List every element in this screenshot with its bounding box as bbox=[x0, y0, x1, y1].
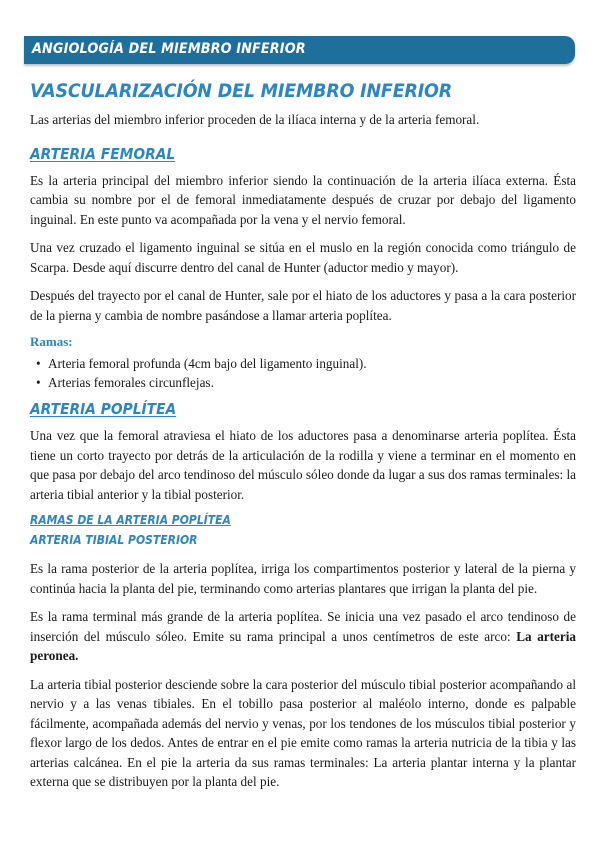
femoral-paragraph-1: Es la arteria principal del miembro inferior siendo la continuación de la arteria ilíaca externa. Ésta cambia su nombre por el de femoral inmediatamente después de cruzar por debajo del ligamento inguinal. En este punto va acompañada por la vena y el nervio femoral. bbox=[30, 172, 576, 227]
arteria-peronea-bold: La arteria peronea. bbox=[30, 628, 576, 663]
femoral-paragraph-3: Después del trayecto por el canal de Hunter, sale por el hiato de los aductores y pasa a la cara posterior de la pierna y cambia de nombre pasándose a llamar arteria poplítea. bbox=[30, 288, 576, 323]
tibial-paragraph-1: Es la rama posterior de la arteria poplítea, irriga los compartimentos posterior y lateral de la pierna y continúa hacia la planta del pie, terminando como arterias plantares que irrigan la planta del pie. bbox=[30, 561, 576, 596]
poplitea-ramas-title: RAMAS DE LA ARTERIA POPLÍTEA bbox=[30, 513, 231, 527]
poplitea-title: ARTERIA POPLÍTEA bbox=[30, 400, 177, 418]
tibial-paragraph-3: La arteria tibial posterior desciende sobre la cara posterior del músculo tibial posterior acompañando al nervio y a las venas tibiales. En el tobillo pasa posterior al maléolo interno, donde es palpable fácilmente, acompañada además del nervio y venas, por los tendones de los músculos tibial posterior y flexor largo de los dedos. Antes de entrar en el pie emite como ramas la arteria nutricia de la tibia y las arterias calcánea. En el pie la arteria da sus ramas terminales: La arteria plantar interna y la plantar externa que se distribuyen por la planta del pie. bbox=[30, 676, 576, 789]
femoral-ramas-list bbox=[30, 354, 576, 392]
list-item: • Arteria femoral profunda (4cm bajo del ligamento inguinal). bbox=[42, 354, 576, 373]
femoral-title: ARTERIA FEMORAL bbox=[30, 144, 176, 163]
tibial-paragraph-2-text: Es la rama terminal más grande de la arteria poplítea. Se inicia una vez pasado el arco tendinoso de inserción del músculo sóleo. Emite su rama principal a unos centímetros de este arco: bbox=[30, 609, 576, 644]
tibial-title: ARTERIA TIBIAL POSTERIOR bbox=[30, 533, 198, 547]
document-body bbox=[30, 80, 576, 801]
poplitea-paragraph-1: Una vez que la femoral atraviesa el hiato de los aductores pasa a denominarse arteria poplítea. Ésta tiene un corto trayecto por detrás de la articulación de la rodilla y viene a terminar en el momento en que pasa por debajo del arco tendinoso del músculo sóleo donde da lugar a sus dos ramas terminales: la arteria tibial anterior y la tibial posterior. bbox=[30, 428, 576, 502]
header-title: ANGIOLOGÍA DEL MIEMBRO INFERIOR bbox=[32, 41, 306, 57]
list-item: • Arterias femorales circunflejas. bbox=[42, 373, 576, 392]
tibial-paragraph-2 bbox=[30, 607, 576, 666]
header-banner bbox=[24, 36, 575, 64]
femoral-ramas-label: Ramas: bbox=[30, 334, 73, 349]
section-intro: Las arterias del miembro inferior proceden de la ilíaca interna y de la arteria femoral. bbox=[30, 112, 480, 127]
section-title: VASCULARIZACIÓN DEL MIEMBRO INFERIOR bbox=[30, 80, 453, 102]
femoral-paragraph-2: Una vez cruzado el ligamento inguinal se sitúa en el muslo en la región conocida como triángulo de Scarpa. Desde aquí discurre dentro del canal de Hunter (aductor medio y mayor). bbox=[30, 240, 576, 275]
